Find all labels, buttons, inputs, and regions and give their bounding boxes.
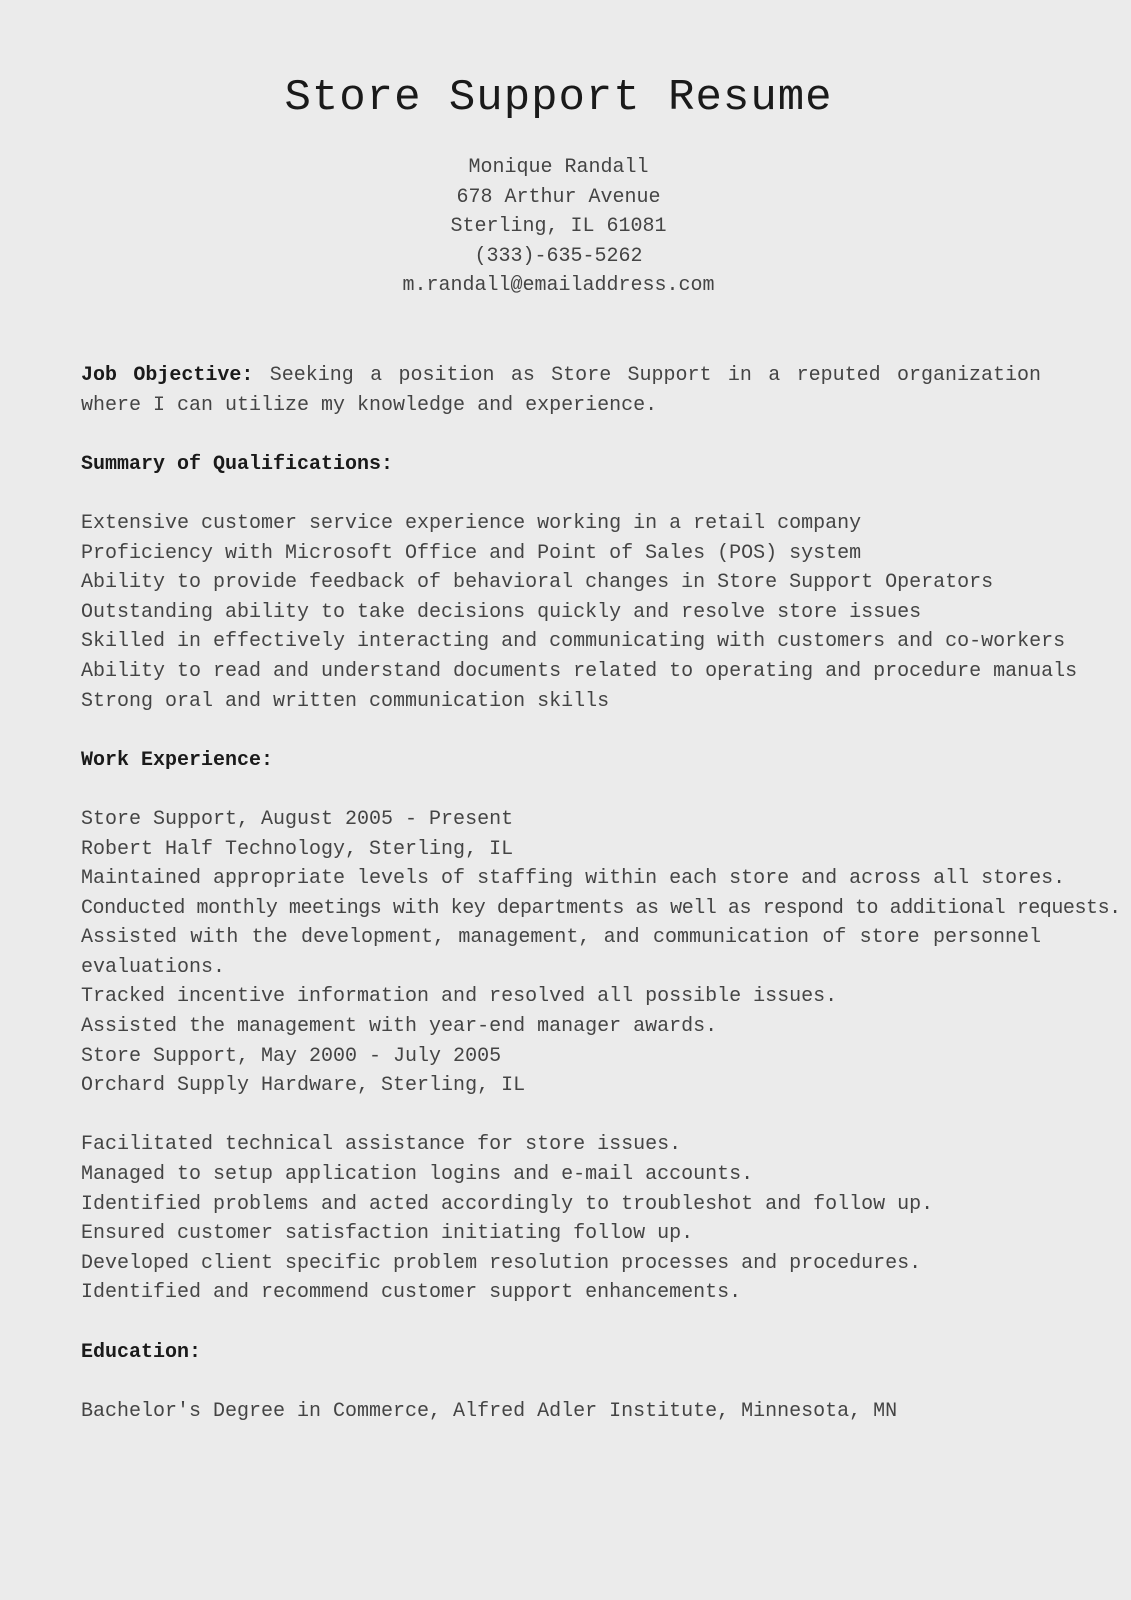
list-item: Proficiency with Microsoft Office and Point of Sales (POS) system: [81, 541, 862, 565]
list-item: Ability to read and understand documents related to operating and procedure manuals: [81, 659, 1078, 683]
qualifications-heading: Summary of Qualifications:: [81, 452, 394, 476]
contact-email: m.randall@emailaddress.com: [402, 274, 715, 297]
list-item: Identified and recommend customer support enhancements.: [81, 1281, 742, 1305]
job-1-company: Robert Half Technology, Sterling, IL: [81, 837, 514, 861]
contact-street: 678 Arthur Avenue: [456, 185, 661, 209]
job-1-title: Store Support, August 2005 - Present: [81, 807, 514, 831]
job-2: [81, 1042, 1041, 1308]
education-heading: Education:: [81, 1340, 202, 1364]
qualifications-list: [81, 509, 1078, 716]
resume-body: [81, 361, 1121, 1426]
list-item: Strong oral and written communication skills: [81, 689, 610, 713]
list-item: Developed client specific problem resolution processes and procedures.: [81, 1251, 922, 1275]
contact-block: [0, 153, 1117, 301]
list-item: Tracked incentive information and resolved all possible issues.: [81, 985, 838, 1009]
list-item: Assisted with the development, management, and communication of store personnel evaluations.: [81, 926, 1041, 979]
job-2-title: Store Support, May 2000 - July 2005: [81, 1044, 502, 1068]
job-objective-text: Seeking a position as Store Support in a reputed organization where I can utilize my knowledge and experience.: [81, 364, 1042, 417]
list-item: Outstanding ability to take decisions quickly and resolve store issues: [81, 600, 922, 624]
job-1: [81, 805, 1121, 1042]
list-item: Conducted monthly meetings with key departments as well as respond to additional requests.: [81, 896, 1121, 920]
resume-title: Store Support Resume: [284, 73, 833, 123]
contact-city: Sterling, IL 61081: [450, 215, 667, 238]
list-item: Ability to provide feedback of behavioral changes in Store Support Operators: [81, 571, 994, 595]
job-objective-label: Job Objective:: [81, 364, 254, 387]
list-item: Extensive customer service experience working in a retail company: [81, 511, 862, 535]
contact-phone: (333)-635-5262: [474, 244, 643, 268]
job-2-company: Orchard Supply Hardware, Sterling, IL: [81, 1074, 526, 1098]
list-item: Ensured customer satisfaction initiating follow up.: [81, 1222, 694, 1246]
list-item: Managed to setup application logins and e-mail accounts.: [81, 1163, 754, 1187]
list-item: Skilled in effectively interacting and communicating with customers and co-workers: [81, 630, 1066, 654]
job-objective: [81, 361, 1041, 420]
list-item: Assisted the management with year-end manager awards.: [81, 1015, 718, 1039]
experience-heading: Work Experience:: [81, 748, 274, 772]
list-item: Identified problems and acted accordingly to troubleshot and follow up.: [81, 1192, 934, 1216]
education-degree: Bachelor's Degree in Commerce, Alfred Adler Institute, Minnesota, MN: [81, 1399, 898, 1423]
list-item: Facilitated technical assistance for store issues.: [81, 1133, 682, 1157]
contact-name: Monique Randall: [468, 156, 649, 179]
list-item: Maintained appropriate levels of staffing within each store and across all stores.: [81, 867, 1066, 891]
